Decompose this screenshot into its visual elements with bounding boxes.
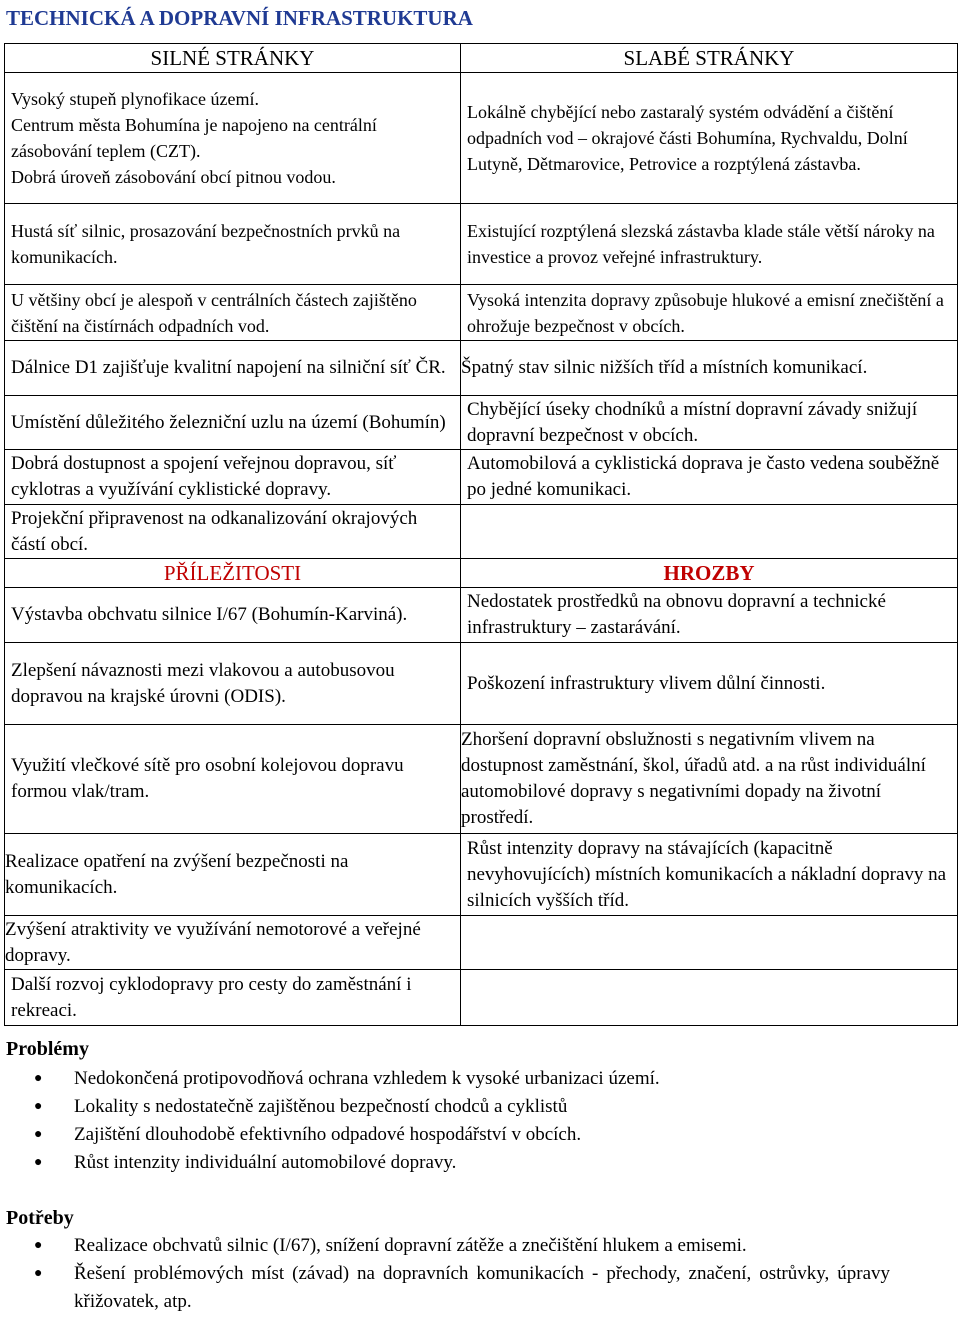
threat-cell: Růst intenzity dopravy na stávajících (kapacitně nevyhovujících) místních komunikacích a nákladní dopravy na silnicích vyšších tříd.	[461, 834, 958, 916]
weakness-cell: Existující rozptýlená slezská zástavba klade stále větší nároky na investice a provoz veřejné infrastruktury.	[461, 204, 958, 285]
strength-line: Vysoký stupeň plynofikace území.	[11, 89, 259, 109]
opportunity-cell: Další rozvoj cyklodopravy pro cesty do zaměstnání i rekreaci.	[5, 970, 461, 1026]
table-row	[5, 341, 958, 396]
strength-line: Centrum města Bohumína je napojeno na centrální zásobování teplem (CZT).	[11, 115, 377, 161]
table-header-row	[5, 44, 958, 73]
page-title: TECHNICKÁ A DOPRAVNÍ INFRASTRUKTURA	[6, 6, 473, 30]
weakness-cell	[461, 505, 958, 559]
list-item: ● Řešení problémových míst (závad) na dopravních komunikacích - přechody, značení, ostrůvky, úpravy křižovatek, atp.	[34, 1260, 890, 1316]
table-row	[5, 970, 958, 1026]
threat-cell: Poškození infrastruktury vlivem důlní činnosti.	[461, 643, 958, 725]
strengths-header: SILNÉ STRÁNKY	[5, 44, 461, 73]
strength-cell	[5, 73, 461, 204]
threat-cell	[461, 970, 958, 1026]
table-header-row	[5, 559, 958, 588]
table-row	[5, 643, 958, 725]
strength-cell: Projekční připravenost na odkanalizování okrajových částí obcí.	[5, 505, 461, 559]
problems-list	[34, 1065, 890, 1177]
table-row	[5, 285, 958, 341]
threat-cell: Zhoršení dopravní obslužnosti s negativním vlivem na dostupnost zaměstnání, škol, úřadů atd. a na růst individuální automobilové dopravy s negativními dopady na životní prostředí.	[461, 725, 958, 834]
problems-heading: Problémy	[6, 1038, 89, 1060]
strength-cell: Umístění důležitého železniční uzlu na území (Bohumín)	[5, 396, 461, 450]
opportunity-cell: Zvýšení atraktivity ve využívání nemotorové a veřejné dopravy.	[5, 916, 461, 970]
swot-table	[4, 43, 958, 1026]
needs-list	[34, 1232, 890, 1316]
weakness-cell: Chybějící úseky chodníků a místní dopravní závady snižují dopravní bezpečnost v obcích.	[461, 396, 958, 450]
strength-cell: Hustá síť silnic, prosazování bezpečnostních prvků na komunikacích.	[5, 204, 461, 285]
weakness-cell: Vysoká intenzita dopravy způsobuje hlukové a emisní znečištění a ohrožuje bezpečnost v obcích.	[461, 285, 958, 341]
opportunity-cell: Výstavba obchvatu silnice I/67 (Bohumín-Karviná).	[5, 588, 461, 643]
table-row	[5, 834, 958, 916]
strength-cell: Dobrá dostupnost a spojení veřejnou dopravou, síť cyklotras a využívání cyklistické dopravy.	[5, 450, 461, 505]
table-row	[5, 450, 958, 505]
threats-header: HROZBY	[461, 559, 958, 588]
table-row	[5, 725, 958, 834]
table-row	[5, 396, 958, 450]
list-item: ● Lokality s nedostatečně zajištěnou bezpečností chodců a cyklistů	[34, 1093, 890, 1121]
threat-cell: Nedostatek prostředků na obnovu dopravní a technické infrastruktury – zastarávání.	[461, 588, 958, 643]
table-row	[5, 916, 958, 970]
opportunity-cell: Realizace opatření na zvýšení bezpečnosti na komunikacích.	[5, 834, 461, 916]
list-item: ● Zajištění dlouhodobě efektivního odpadové hospodářství v obcích.	[34, 1121, 890, 1149]
table-row	[5, 588, 958, 643]
opportunities-header: PŘÍLEŽITOSTI	[5, 559, 461, 588]
opportunity-cell: Využití vlečkové sítě pro osobní kolejovou dopravu formou vlak/tram.	[5, 725, 461, 834]
needs-heading: Potřeby	[6, 1207, 74, 1229]
weakness-cell: Lokálně chybějící nebo zastaralý systém odvádění a čištění odpadních vod – okrajové části Bohumína, Rychvaldu, Dolní Lutyně, Dětmarovice, Petrovice a rozptýlená zástavba.	[461, 73, 958, 204]
weaknesses-header: SLABÉ STRÁNKY	[461, 44, 958, 73]
strength-cell: U většiny obcí je alespoň v centrálních částech zajištěno čištění na čistírnách odpadních vod.	[5, 285, 461, 341]
list-item: ● Realizace obchvatů silnic (I/67), snížení dopravní zátěže a znečištění hlukem a emisemi.	[34, 1232, 890, 1260]
table-row	[5, 505, 958, 559]
strength-line: Dobrá úroveň zásobování obcí pitnou vodou.	[11, 167, 336, 187]
weakness-cell: Automobilová a cyklistická doprava je často vedena souběžně po jedné komunikaci.	[461, 450, 958, 505]
weakness-cell: Špatný stav silnic nižších tříd a místních komunikací.	[461, 341, 958, 396]
opportunity-cell: Zlepšení návaznosti mezi vlakovou a autobusovou dopravou na krajské úrovni (ODIS).	[5, 643, 461, 725]
list-item: ● Nedokončená protipovodňová ochrana vzhledem k vysoké urbanizaci území.	[34, 1065, 890, 1093]
strength-cell: Dálnice D1 zajišťuje kvalitní napojení na silniční síť ČR.	[5, 341, 461, 396]
table-row	[5, 204, 958, 285]
table-row	[5, 73, 958, 204]
threat-cell	[461, 916, 958, 970]
list-item: ● Růst intenzity individuální automobilové dopravy.	[34, 1149, 890, 1177]
